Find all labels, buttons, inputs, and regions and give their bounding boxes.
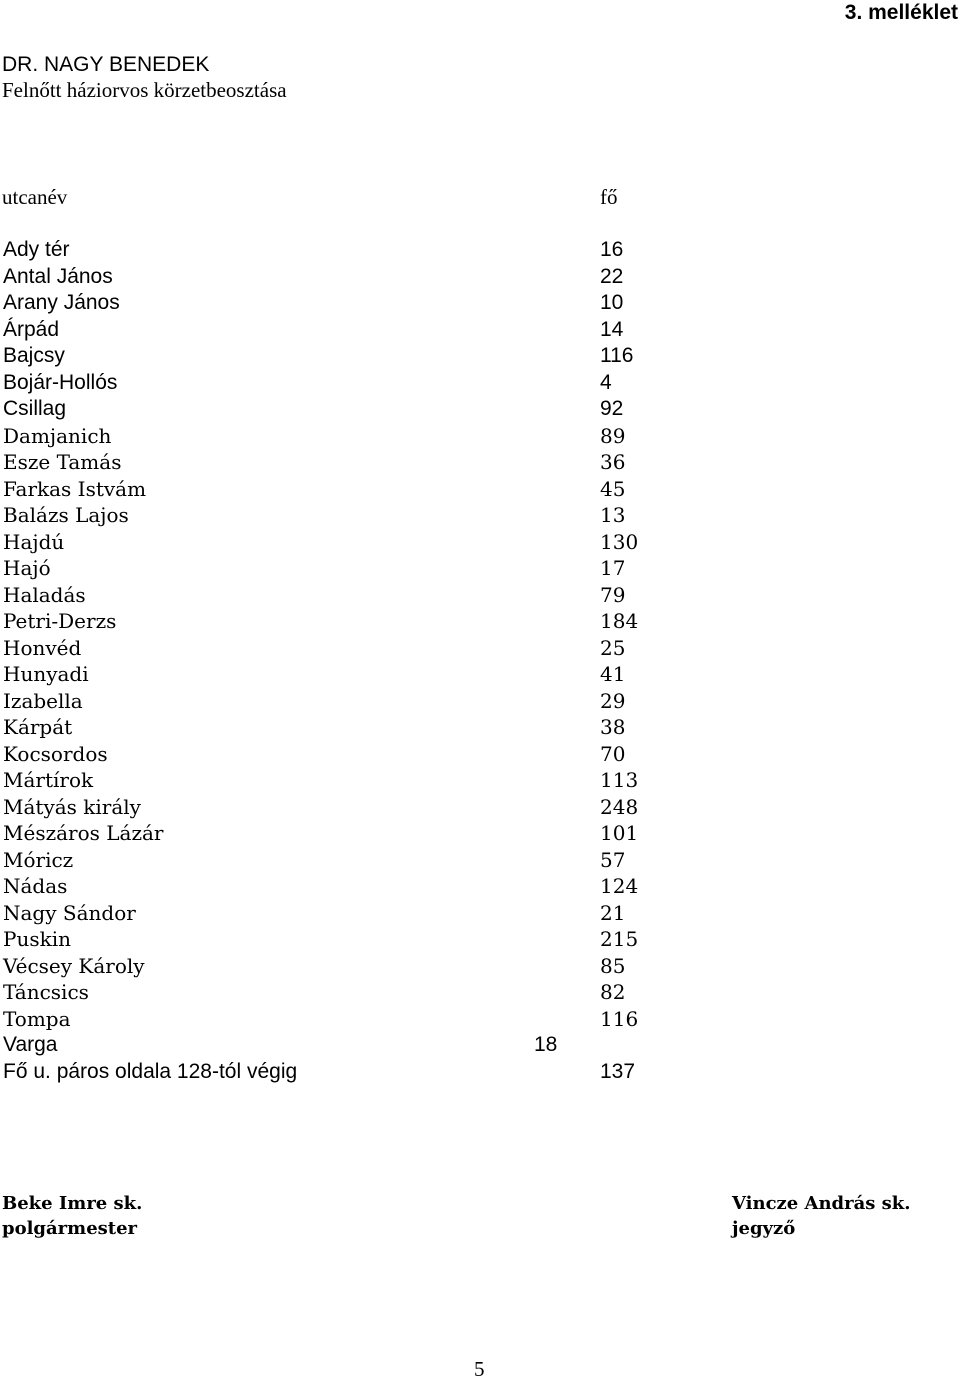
street-name: Kocsordos	[3, 741, 108, 766]
street-row	[0, 396, 700, 423]
resident-count: 215	[600, 927, 639, 951]
resident-count: 116	[600, 1006, 639, 1031]
street-row	[0, 370, 700, 397]
street-list	[0, 237, 700, 1085]
street-row	[0, 502, 700, 529]
resident-count: 124	[600, 874, 639, 898]
resident-count: 79	[600, 582, 626, 607]
street-row	[0, 529, 700, 556]
resident-count: 16	[600, 238, 624, 261]
street-name: Nádas	[3, 874, 68, 898]
resident-count: 17	[600, 556, 626, 580]
resident-count: 92	[600, 397, 624, 420]
street-name: Petri-Derzs	[3, 609, 117, 633]
notary-title: jegyző	[732, 1218, 796, 1239]
street-row	[0, 555, 700, 582]
resident-count: 184	[600, 609, 639, 633]
street-row	[0, 953, 700, 980]
mayor-title: polgármester	[2, 1218, 138, 1239]
street-row	[0, 714, 700, 741]
street-name: Mátyás király	[3, 794, 141, 819]
street-row	[0, 926, 700, 953]
resident-count: 22	[600, 264, 624, 288]
street-row	[0, 476, 700, 503]
street-name: Kárpát	[3, 715, 73, 739]
street-name: Bajcsy	[3, 344, 65, 367]
resident-count: 4	[600, 370, 612, 394]
street-row	[0, 317, 700, 344]
street-row	[0, 873, 700, 900]
street-row	[0, 900, 700, 927]
street-name: Bojár-Hollós	[3, 370, 118, 394]
street-name: Izabella	[3, 688, 83, 713]
street-name: Ady tér	[3, 238, 70, 261]
resident-count: 70	[600, 741, 626, 766]
resident-count: 137	[600, 1059, 636, 1083]
street-name: Haladás	[3, 582, 86, 607]
street-row	[0, 290, 700, 317]
resident-count: 57	[600, 847, 626, 872]
street-name: Tompa	[3, 1006, 71, 1031]
resident-count: 85	[600, 953, 626, 978]
street-column-header: utcanév	[2, 185, 68, 209]
street-name: Hunyadi	[3, 662, 89, 686]
street-name: Damjanich	[3, 423, 112, 448]
street-row	[0, 264, 700, 291]
street-row	[0, 741, 700, 768]
street-row	[0, 661, 700, 688]
resident-count: 116	[600, 344, 634, 367]
street-name: Balázs Lajos	[3, 503, 129, 527]
resident-count: 82	[600, 980, 626, 1004]
street-row	[0, 343, 700, 370]
street-name: Táncsics	[3, 980, 89, 1004]
street-name: Nagy Sándor	[3, 900, 136, 925]
street-name: Árpád	[3, 317, 60, 341]
street-name: Puskin	[3, 927, 71, 951]
street-name: Vécsey Károly	[3, 953, 145, 978]
street-name: Arany János	[3, 291, 120, 314]
page-number: 5	[474, 1357, 485, 1381]
street-row	[0, 449, 700, 476]
notary-signature	[732, 1191, 911, 1241]
resident-count: 130	[600, 529, 639, 554]
street-name: Csillag	[3, 397, 67, 420]
street-name: Móricz	[3, 847, 74, 872]
street-row	[0, 423, 700, 450]
street-name: Mártírok	[3, 768, 94, 792]
street-row	[0, 847, 700, 874]
mayor-signature	[2, 1191, 142, 1241]
street-row	[0, 820, 700, 847]
street-row	[0, 635, 700, 662]
doctor-name: DR. NAGY BENEDEK	[2, 53, 210, 76]
street-row	[0, 1006, 700, 1033]
street-row	[0, 237, 700, 264]
street-name: Fő u. páros oldala 128-tól végig	[3, 1059, 298, 1083]
street-name: Farkas Istvám	[3, 476, 147, 501]
resident-count: 10	[600, 291, 624, 314]
street-name: Varga	[3, 1033, 58, 1056]
resident-count: 36	[600, 450, 626, 474]
annex-label: 3. melléklet	[844, 1, 958, 24]
street-row	[0, 979, 700, 1006]
street-name: Honvéd	[3, 635, 82, 660]
resident-count: 89	[600, 423, 626, 448]
resident-count: 21	[600, 900, 626, 925]
resident-count: 101	[600, 821, 639, 845]
street-name: Esze Tamás	[3, 450, 122, 474]
document-subtitle: Felnőtt háziorvos körzetbeosztása	[2, 78, 287, 102]
street-row	[0, 608, 700, 635]
street-name: Mészáros Lázár	[3, 821, 164, 845]
street-name: Antal János	[3, 264, 113, 288]
street-row	[0, 1032, 700, 1059]
street-row	[0, 1059, 700, 1086]
mayor-name: Beke Imre sk.	[2, 1193, 143, 1214]
street-row	[0, 688, 700, 715]
street-row	[0, 767, 700, 794]
resident-count: 45	[600, 476, 626, 501]
resident-count: 41	[600, 662, 626, 686]
resident-count: 14	[600, 317, 624, 341]
street-row	[0, 794, 700, 821]
street-name: Hajó	[3, 556, 51, 580]
resident-count: 29	[600, 688, 626, 713]
resident-count: 25	[600, 635, 626, 660]
resident-count: 13	[600, 503, 626, 527]
resident-count: 248	[600, 794, 639, 819]
street-row	[0, 582, 700, 609]
resident-count: 113	[600, 768, 639, 792]
notary-name: Vincze András sk.	[732, 1193, 911, 1214]
resident-count: 18	[534, 1033, 558, 1056]
resident-count: 38	[600, 715, 626, 739]
street-name: Hajdú	[3, 529, 65, 554]
count-column-header: fő	[600, 185, 618, 209]
